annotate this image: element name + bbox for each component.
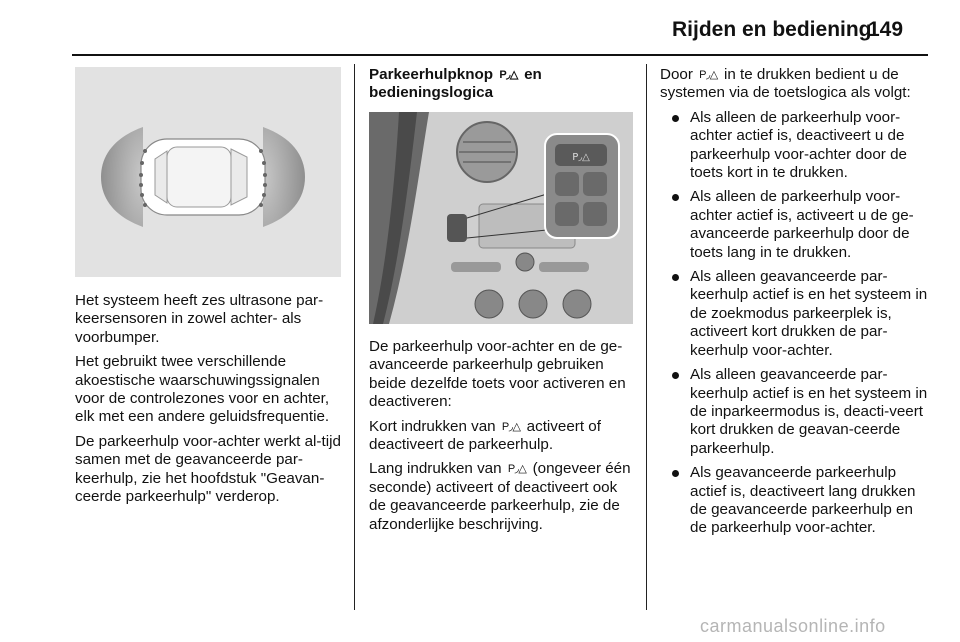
heading-text: en bedieningslogica bbox=[369, 66, 542, 102]
heading-text: Parkeerhulpknop bbox=[369, 66, 494, 83]
list-item bbox=[660, 464, 928, 538]
park-assist-icon: P◞△ bbox=[507, 463, 527, 476]
car-windshield bbox=[231, 149, 247, 205]
control-knob bbox=[516, 253, 534, 271]
page-number: 149 bbox=[868, 18, 904, 41]
park-assist-icon: P◞△ bbox=[499, 69, 518, 81]
column-divider-1 bbox=[354, 64, 355, 610]
bullet-list bbox=[660, 109, 928, 538]
text-run: activeert of deactiveert de parkeerhulp. bbox=[369, 417, 601, 454]
paragraph bbox=[369, 418, 633, 455]
paragraph: Het systeem heeft zes ultrasone par-keersensoren in zowel achter- als voorbumper. bbox=[75, 292, 324, 346]
list-item bbox=[660, 109, 928, 183]
paragraph: Het gebruikt twee verschillende akoestische waarschuwingssignalen voor de controlezones voor en achter, elk met een andere geluidsfrequentie. bbox=[75, 353, 330, 426]
list-item-text: Als alleen geavanceerde par-keerhulp actief is en het systeem in de zoekmodus parkeerplek is, activeert kort drukken de par-keerhulp voor-achter. bbox=[690, 268, 928, 359]
bullet-icon bbox=[672, 194, 679, 201]
column-2-text bbox=[369, 338, 633, 540]
text-run: Kort indrukken van bbox=[369, 417, 496, 435]
bullet-icon bbox=[672, 372, 679, 379]
park-assist-button-illustration bbox=[369, 112, 633, 324]
text-run: in te drukken bedient u de systemen via de toetslogica als volgt: bbox=[660, 66, 911, 102]
bullet-icon bbox=[672, 115, 679, 122]
list-item bbox=[660, 366, 928, 458]
park-assist-button-location bbox=[447, 214, 467, 242]
header-title: Rijden en bediening bbox=[672, 18, 872, 41]
list-item bbox=[660, 188, 928, 262]
svg-text:P◞△: P◞△ bbox=[572, 152, 590, 163]
front-sensor-zone bbox=[263, 127, 305, 227]
header-rule bbox=[72, 54, 928, 56]
parking-sensor-zones-illustration bbox=[75, 67, 341, 277]
park-assist-icon: P◞△ bbox=[501, 420, 521, 433]
list-item-text: Als alleen de parkeerhulp voor-achter actief is, activeert u de ge-avanceerde parkeerhulp door de toets lang in te drukken. bbox=[690, 188, 914, 261]
dashboard-svg bbox=[369, 112, 633, 324]
paragraph: De parkeerhulp voor-achter en de ge-avanceerde parkeerhulp gebruiken beide dezelfde toets voor activeren en deactiveren: bbox=[369, 338, 626, 411]
column-3-text bbox=[660, 66, 928, 544]
paragraph bbox=[660, 66, 928, 103]
list-item-text: Als geavanceerde parkeerhulp actief is, deactiveert lang drukken de geavanceerde parkeerhulp en de parkeerhulp voor-achter. bbox=[690, 464, 916, 537]
section-heading bbox=[369, 66, 631, 103]
rear-sensor-zone bbox=[101, 127, 143, 227]
paragraph bbox=[369, 460, 633, 534]
bullet-icon bbox=[672, 470, 679, 477]
bullet-icon bbox=[672, 274, 679, 281]
text-run: (ongeveer één seconde) activeert of deactiveert ook de geavanceerde parkeerhulp, zie de afzonderlijke beschrijving. bbox=[369, 460, 631, 533]
car-top-view-svg bbox=[75, 67, 341, 277]
text-run: Lang indrukken van bbox=[369, 460, 502, 478]
text-run: Door bbox=[660, 66, 693, 83]
watermark: carmanualsonline.info bbox=[700, 616, 886, 636]
paragraph: De parkeerhulp voor-achter werkt al-tijd samen met de geavanceerde par-keerhulp, zie het hoofdstuk "Geavan-ceerde parkeerhulp" verderop. bbox=[75, 432, 341, 506]
column-divider-2 bbox=[646, 64, 647, 610]
car-rear-window bbox=[155, 151, 167, 203]
list-item bbox=[660, 268, 928, 360]
column-1-text bbox=[75, 292, 341, 512]
car-roof bbox=[167, 147, 231, 207]
list-item-text: Als alleen geavanceerde par-keerhulp actief is en het systeem in de inparkeermodus is, deacti-veert kort drukken de geavan-ceerde parkeerhulp. bbox=[690, 366, 928, 457]
list-item-text: Als alleen de parkeerhulp voor-achter actief is, deactiveert u de parkeerhulp voor-achter door de toets kort in te drukken. bbox=[690, 108, 907, 182]
park-assist-icon: P◞△ bbox=[699, 69, 718, 81]
